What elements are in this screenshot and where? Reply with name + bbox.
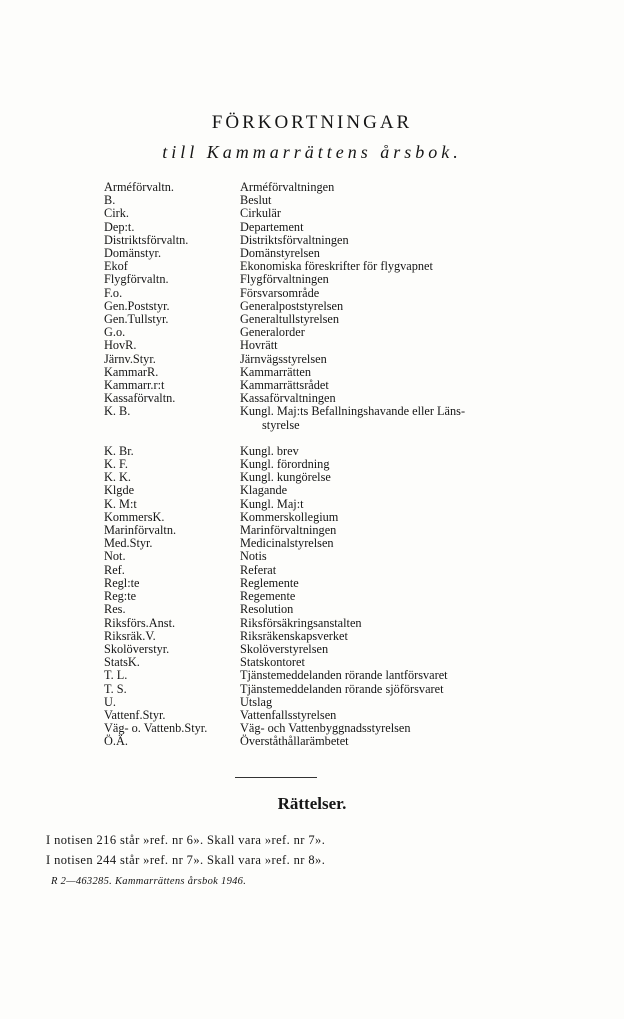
abbreviation-meaning [240, 630, 534, 643]
meaning-text: Kungl. Maj:ts Befallningshavande eller Läns- [240, 404, 466, 419]
meaning-text: Vattenfallsstyrelsen [240, 707, 337, 722]
abbreviation: Klgde [104, 483, 135, 498]
abbreviation: Riksförs.Anst. [104, 615, 176, 630]
abbreviation: K. K. [104, 470, 131, 485]
meaning-text: Riksräkenskapsverket [240, 628, 348, 643]
abbreviation-meaning [240, 339, 534, 352]
abbreviation-row [104, 471, 534, 484]
abbreviation-row [104, 273, 534, 286]
abbreviation-row [104, 287, 534, 300]
meaning-text: Medicinalstyrelsen [240, 536, 334, 551]
abbreviation: Väg- o. Vattenb.Styr. [104, 721, 208, 736]
abbreviation-meaning [240, 617, 534, 630]
abbreviation-meaning [240, 498, 534, 511]
meaning-text: Generaltullstyrelsen [240, 312, 340, 327]
meaning-text: Tjänstemeddelanden rörande lantförsvaret [240, 668, 448, 683]
meaning-text: Ekonomiska föreskrifter för flygvapnet [240, 259, 433, 274]
meaning-text: Tjänstemeddelanden rörande sjöförsvaret [240, 681, 444, 696]
abbreviation: Reg:te [104, 589, 137, 604]
meaning-text: Järnvägsstyrelsen [240, 351, 327, 366]
abbreviation: Arméförvaltn. [104, 180, 174, 194]
abbreviation-meaning [240, 353, 534, 366]
abbreviation: Med.Styr. [104, 536, 153, 551]
abbreviation: Kammarr.r:t [104, 378, 165, 393]
abbreviation-row [104, 498, 534, 511]
abbreviation-row [104, 484, 534, 497]
abbreviation-row [104, 221, 534, 234]
meaning-text: Marinförvaltningen [240, 523, 337, 538]
meaning-continuation: styrelse [262, 417, 300, 432]
abbreviation-meaning [240, 537, 534, 550]
meaning-text: Distriktsförvaltningen [240, 232, 349, 247]
abbreviation-meaning [240, 194, 534, 207]
abbreviation-row [104, 683, 534, 696]
meaning-text: Försvarsområde [240, 285, 320, 300]
abbreviation: G.o. [104, 325, 126, 340]
abbreviation: Not. [104, 549, 126, 564]
abbreviation: Cirk. [104, 206, 129, 221]
meaning-text: Kammarrätten [240, 364, 312, 379]
abbreviation-row [104, 339, 534, 352]
abbreviation-row [104, 696, 534, 709]
abbreviation: Riksräk.V. [104, 628, 156, 643]
meaning-text: Flygförvaltningen [240, 272, 329, 287]
meaning-text: Hovrätt [240, 338, 278, 353]
abbreviation: Ref. [104, 562, 125, 577]
meaning-text: Klagande [240, 483, 288, 498]
meaning-text: Beslut [240, 193, 272, 208]
meaning-text: Reglemente [240, 575, 299, 590]
abbreviation-list [104, 181, 534, 749]
abbreviation: Ö.Ä. [104, 734, 128, 749]
abbreviation-meaning [240, 181, 534, 194]
abbreviation-row [104, 194, 534, 207]
abbreviation-meaning [240, 735, 534, 748]
meaning-text: Riksförsäkringsanstalten [240, 615, 362, 630]
abbreviation: Gen.Poststyr. [104, 298, 170, 313]
abbreviation: T. L. [104, 668, 128, 683]
meaning-text: Kassaförvaltningen [240, 391, 336, 406]
abbreviation-row [104, 181, 534, 194]
abbreviation: T. S. [104, 681, 127, 696]
meaning-text: Överståthållarämbetet [240, 734, 349, 749]
abbreviation-row [104, 326, 534, 339]
abbreviation: Gen.Tullstyr. [104, 312, 169, 327]
abbreviation: K. B. [104, 404, 131, 419]
abbreviation: K. M:t [104, 496, 137, 511]
meaning-text: Arméförvaltningen [240, 180, 335, 194]
abbreviation: Vattenf.Styr. [104, 707, 166, 722]
abbreviation: Res. [104, 602, 126, 617]
meaning-text: Skolöverstyrelsen [240, 641, 329, 656]
meaning-text: Cirkulär [240, 206, 281, 221]
errata-title: Rättelser. [277, 794, 347, 813]
abbreviation-meaning [240, 221, 534, 234]
abbreviation-row [104, 313, 534, 326]
abbreviation-meaning [240, 273, 534, 286]
abbreviation: HovR. [104, 338, 137, 353]
abbreviation-meaning [240, 550, 534, 563]
errata-line: I notisen 244 står »ref. nr 7». Skall vara »ref. nr 8». [46, 853, 326, 867]
abbreviation: Distriktsförvaltn. [104, 232, 189, 247]
abbreviation-row [104, 590, 534, 603]
abbreviation: K. Br. [104, 443, 134, 458]
abbreviation-meaning [240, 564, 534, 577]
print-footer: R 2—463285. Kammarrättens årsbok 1946. [51, 876, 247, 887]
abbreviation: Kassaförvaltn. [104, 391, 176, 406]
meaning-text: Generalpoststyrelsen [240, 298, 344, 313]
meaning-text: Väg- och Vattenbyggnadsstyrelsen [240, 721, 411, 736]
abbreviation: K. F. [104, 457, 128, 472]
abbreviation: KammarR. [104, 364, 159, 379]
abbreviation: Flygförvaltn. [104, 272, 169, 287]
abbreviation-meaning [240, 669, 534, 682]
abbreviation-meaning [240, 484, 534, 497]
abbreviation-meaning [240, 207, 534, 220]
meaning-text: Kungl. förordning [240, 457, 330, 472]
abbreviation: U. [104, 694, 116, 709]
abbreviation-row [104, 550, 534, 563]
meaning-text: Generalorder [240, 325, 305, 340]
meaning-text: Notis [240, 549, 267, 564]
abbreviation-row [104, 735, 534, 748]
abbreviation-meaning [240, 683, 534, 696]
abbreviation-row [104, 207, 534, 220]
abbreviation: KommersK. [104, 509, 165, 524]
page-title: FÖRKORTNINGAR [211, 112, 413, 133]
abbreviation: B. [104, 193, 116, 208]
meaning-text: Regemente [240, 589, 296, 604]
abbreviation: Dep:t. [104, 219, 135, 234]
abbreviation-row [104, 617, 534, 630]
abbreviation-row [104, 669, 534, 682]
abbreviation-meaning [240, 405, 534, 431]
abbreviation: Skolöverstyr. [104, 641, 170, 656]
page-subtitle: till Kammarrättens årsbok. [162, 142, 462, 162]
abbreviation: F.o. [104, 285, 123, 300]
abbreviation-row [104, 603, 534, 616]
meaning-text: Kommerskollegium [240, 509, 339, 524]
abbreviation-row [104, 353, 534, 366]
meaning-text: Kungl. brev [240, 443, 299, 458]
meaning-text: Domänstyrelsen [240, 246, 320, 261]
abbreviation-meaning [240, 326, 534, 339]
meaning-text: Departement [240, 219, 304, 234]
abbreviation-row [104, 564, 534, 577]
abbreviation: Regl:te [104, 575, 140, 590]
abbreviation-row [104, 577, 534, 590]
abbreviation: Marinförvaltn. [104, 523, 177, 538]
abbreviation-row [104, 643, 534, 656]
meaning-text: Utslag [240, 694, 273, 709]
abbreviation-row [104, 537, 534, 550]
abbreviation-meaning [240, 603, 534, 616]
abbreviation: Järnv.Styr. [104, 351, 156, 366]
meaning-text: Referat [240, 562, 277, 577]
abbreviation-row [104, 630, 534, 643]
abbreviation: Domänstyr. [104, 246, 162, 261]
meaning-text: Kungl. kungörelse [240, 470, 331, 485]
meaning-text: Kungl. Maj:t [240, 496, 304, 511]
abbreviation-row [104, 405, 534, 431]
meaning-text: Kammarrättsrådet [240, 378, 329, 393]
divider [235, 777, 317, 778]
meaning-text: Resolution [240, 602, 294, 617]
abbreviation-meaning [240, 287, 534, 300]
abbreviation-meaning [240, 696, 534, 709]
meaning-text: Statskontoret [240, 655, 305, 670]
abbreviation: Ekof [104, 259, 128, 274]
errata-line: I notisen 216 står »ref. nr 6». Skall vara »ref. nr 7». [46, 833, 326, 847]
abbreviation: StatsK. [104, 655, 140, 670]
